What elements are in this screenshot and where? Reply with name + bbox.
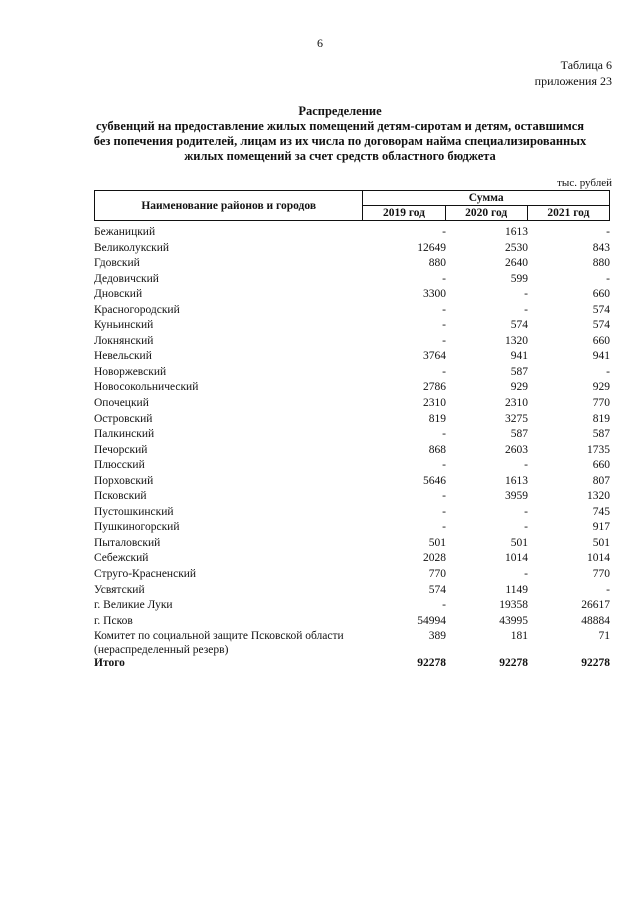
table-ref-line2: приложения 23 bbox=[534, 74, 612, 88]
row-name: Новосокольнический bbox=[94, 381, 199, 394]
table-row bbox=[94, 334, 610, 350]
row-value-2021: - bbox=[606, 365, 610, 378]
table-row bbox=[94, 349, 610, 365]
row-name: Псковский bbox=[94, 490, 147, 503]
row-value-2019: - bbox=[442, 334, 446, 347]
table-row bbox=[94, 567, 610, 583]
table-row bbox=[94, 287, 610, 303]
row-value-2021: - bbox=[606, 272, 610, 285]
row-value-2021: 929 bbox=[592, 381, 610, 394]
row-value-2019: 54994 bbox=[417, 614, 446, 627]
row-value-2020: 2640 bbox=[505, 257, 528, 270]
row-value-2020: 2310 bbox=[505, 397, 528, 410]
row-value-2020: 1320 bbox=[505, 334, 528, 347]
row-name: Опочецкий bbox=[94, 397, 149, 410]
row-value-2020: 574 bbox=[510, 319, 528, 332]
row-value-2021: - bbox=[606, 583, 610, 596]
row-name: Палкинский bbox=[94, 428, 155, 441]
table-row-total bbox=[94, 656, 610, 672]
row-name: Гдовский bbox=[94, 257, 140, 270]
row-value-2020: 43995 bbox=[499, 614, 528, 627]
row-value-2019: 819 bbox=[428, 412, 446, 425]
row-value-2020: 599 bbox=[510, 272, 528, 285]
row-value-2019: 574 bbox=[428, 583, 446, 596]
row-value-2021: 587 bbox=[592, 428, 610, 441]
row-value-2021: 843 bbox=[592, 241, 610, 254]
header-year-2021: 2021 год bbox=[527, 206, 609, 221]
row-name: г. Псков bbox=[94, 614, 133, 627]
row-value-2021: 1320 bbox=[587, 490, 610, 503]
row-value-2020: 181 bbox=[510, 630, 528, 643]
row-value-2021: 501 bbox=[592, 536, 610, 549]
total-label: Итого bbox=[94, 657, 125, 670]
table-row bbox=[94, 365, 610, 381]
row-value-2019: 2786 bbox=[423, 381, 446, 394]
row-value-2021: 917 bbox=[592, 521, 610, 534]
row-value-2021: 807 bbox=[592, 474, 610, 487]
row-name: г. Великие Луки bbox=[94, 599, 173, 612]
row-value-2021: 660 bbox=[592, 288, 610, 301]
row-value-2020: 3959 bbox=[505, 490, 528, 503]
row-value-2019: - bbox=[442, 599, 446, 612]
row-value-2021: 1014 bbox=[587, 552, 610, 565]
unit-label: тыс. рублей bbox=[557, 177, 612, 189]
total-value-2019: 92278 bbox=[417, 657, 446, 670]
row-name: Куньинский bbox=[94, 319, 154, 332]
row-value-2020: 2603 bbox=[505, 443, 528, 456]
row-name: Великолукский bbox=[94, 241, 170, 254]
row-value-2019: 2310 bbox=[423, 397, 446, 410]
row-value-2020: - bbox=[524, 459, 528, 472]
row-value-2019: 2028 bbox=[423, 552, 446, 565]
row-value-2019: 880 bbox=[428, 257, 446, 270]
row-value-2019: - bbox=[442, 272, 446, 285]
row-value-2020: 1149 bbox=[505, 583, 528, 596]
table-row bbox=[94, 303, 610, 319]
row-value-2019: - bbox=[442, 459, 446, 472]
row-value-2019: - bbox=[442, 521, 446, 534]
table-row bbox=[94, 551, 610, 567]
table-row bbox=[94, 536, 610, 552]
row-name: Усвятский bbox=[94, 583, 145, 596]
total-value-2020: 92278 bbox=[499, 657, 528, 670]
row-value-2019: 770 bbox=[428, 568, 446, 581]
table-row bbox=[94, 241, 610, 257]
table-row bbox=[94, 458, 610, 474]
title-line2: без попечения родителей, лицам из их числа по договорам найма специализированных bbox=[93, 134, 587, 148]
header-name-column: Наименование районов и городов bbox=[95, 191, 363, 221]
row-name: Новоржевский bbox=[94, 365, 167, 378]
row-value-2020: - bbox=[524, 568, 528, 581]
row-value-2021: 48884 bbox=[581, 614, 610, 627]
row-value-2021: 26617 bbox=[581, 599, 610, 612]
row-value-2021: 770 bbox=[592, 397, 610, 410]
row-value-2020: 2530 bbox=[505, 241, 528, 254]
row-value-2019: 3764 bbox=[423, 350, 446, 363]
table-body bbox=[94, 225, 610, 672]
row-name: Пушкиногорский bbox=[94, 521, 180, 534]
row-value-2019: 3300 bbox=[423, 288, 446, 301]
row-value-2020: 941 bbox=[510, 350, 528, 363]
table-ref-line1: Таблица 6 bbox=[560, 58, 612, 72]
row-name: Пустошкинский bbox=[94, 505, 174, 518]
row-value-2019: 389 bbox=[428, 630, 446, 643]
committee-name-line1: Комитет по социальной защите Псковской области bbox=[94, 630, 344, 643]
row-value-2019: - bbox=[442, 319, 446, 332]
row-value-2021: 574 bbox=[592, 319, 610, 332]
row-value-2019: 868 bbox=[428, 443, 446, 456]
row-value-2019: - bbox=[442, 490, 446, 503]
row-name: Порховский bbox=[94, 474, 154, 487]
table-row bbox=[94, 598, 610, 614]
row-value-2020: 929 bbox=[510, 381, 528, 394]
table-row bbox=[94, 520, 610, 536]
row-name: Красногородский bbox=[94, 303, 180, 316]
table-row bbox=[94, 412, 610, 428]
table-row bbox=[94, 614, 610, 630]
table-row bbox=[94, 474, 610, 490]
committee-name-line2: (нераспределенный резерв) bbox=[94, 644, 229, 657]
title-line1: субвенций на предоставление жилых помещений детям-сиротам и детям, оставшимся bbox=[95, 119, 585, 133]
row-name: Локнянский bbox=[94, 334, 154, 347]
row-value-2021: 819 bbox=[592, 412, 610, 425]
row-value-2019: - bbox=[442, 226, 446, 238]
header-year-2019: 2019 год bbox=[363, 206, 445, 221]
document-title bbox=[60, 104, 620, 164]
table-row bbox=[94, 225, 610, 241]
table-row bbox=[94, 489, 610, 505]
row-value-2020: 1014 bbox=[505, 552, 528, 565]
row-value-2021: 1735 bbox=[587, 443, 610, 456]
page-number: 6 bbox=[317, 36, 323, 50]
header-year-2020: 2020 год bbox=[445, 206, 527, 221]
title-heading: Распределение bbox=[298, 104, 382, 118]
row-value-2019: 501 bbox=[428, 536, 446, 549]
row-value-2019: - bbox=[442, 428, 446, 441]
row-value-2020: 587 bbox=[510, 365, 528, 378]
table-row bbox=[94, 396, 610, 412]
row-value-2021: 574 bbox=[592, 303, 610, 316]
row-name: Печорский bbox=[94, 443, 148, 456]
row-name: Пыталовский bbox=[94, 536, 161, 549]
row-value-2020: 1613 bbox=[505, 226, 528, 238]
table-reference bbox=[535, 57, 612, 89]
row-name: Бежаницкий bbox=[94, 226, 156, 238]
table-header bbox=[94, 190, 610, 221]
table-row bbox=[94, 583, 610, 599]
row-value-2020: - bbox=[524, 288, 528, 301]
row-name: Себежский bbox=[94, 552, 149, 565]
row-value-2020: - bbox=[524, 521, 528, 534]
row-value-2019: 12649 bbox=[417, 241, 446, 254]
row-value-2020: - bbox=[524, 303, 528, 316]
row-name: Дедовичский bbox=[94, 272, 159, 285]
row-name: Невельский bbox=[94, 350, 152, 363]
table-row bbox=[94, 443, 610, 459]
row-value-2021: 71 bbox=[598, 630, 610, 643]
header-sum-column: Сумма bbox=[363, 191, 610, 206]
row-value-2020: 501 bbox=[510, 536, 528, 549]
table-row bbox=[94, 318, 610, 334]
row-value-2021: 880 bbox=[592, 257, 610, 270]
row-value-2020: 1613 bbox=[505, 474, 528, 487]
row-value-2021: - bbox=[606, 226, 610, 238]
row-value-2021: 745 bbox=[592, 505, 610, 518]
row-value-2021: 941 bbox=[592, 350, 610, 363]
title-line3: жилых помещений за счет средств областного бюджета bbox=[184, 149, 496, 163]
row-value-2019: - bbox=[442, 303, 446, 316]
row-name: Островский bbox=[94, 412, 153, 425]
table-row bbox=[94, 505, 610, 521]
row-value-2020: 3275 bbox=[505, 412, 528, 425]
row-value-2020: 587 bbox=[510, 428, 528, 441]
table-row bbox=[94, 272, 610, 288]
row-value-2019: - bbox=[442, 365, 446, 378]
row-value-2019: 5646 bbox=[423, 474, 446, 487]
row-value-2021: 770 bbox=[592, 568, 610, 581]
table-row bbox=[94, 256, 610, 272]
row-name: Струго-Красненский bbox=[94, 568, 197, 581]
total-value-2021: 92278 bbox=[581, 657, 610, 670]
row-name: Дновский bbox=[94, 288, 143, 301]
table-row bbox=[94, 380, 610, 396]
row-name: Плюсский bbox=[94, 459, 145, 472]
table-row bbox=[94, 427, 610, 443]
row-value-2019: - bbox=[442, 505, 446, 518]
row-value-2020: - bbox=[524, 505, 528, 518]
row-value-2020: 19358 bbox=[499, 599, 528, 612]
row-value-2021: 660 bbox=[592, 334, 610, 347]
row-value-2021: 660 bbox=[592, 459, 610, 472]
